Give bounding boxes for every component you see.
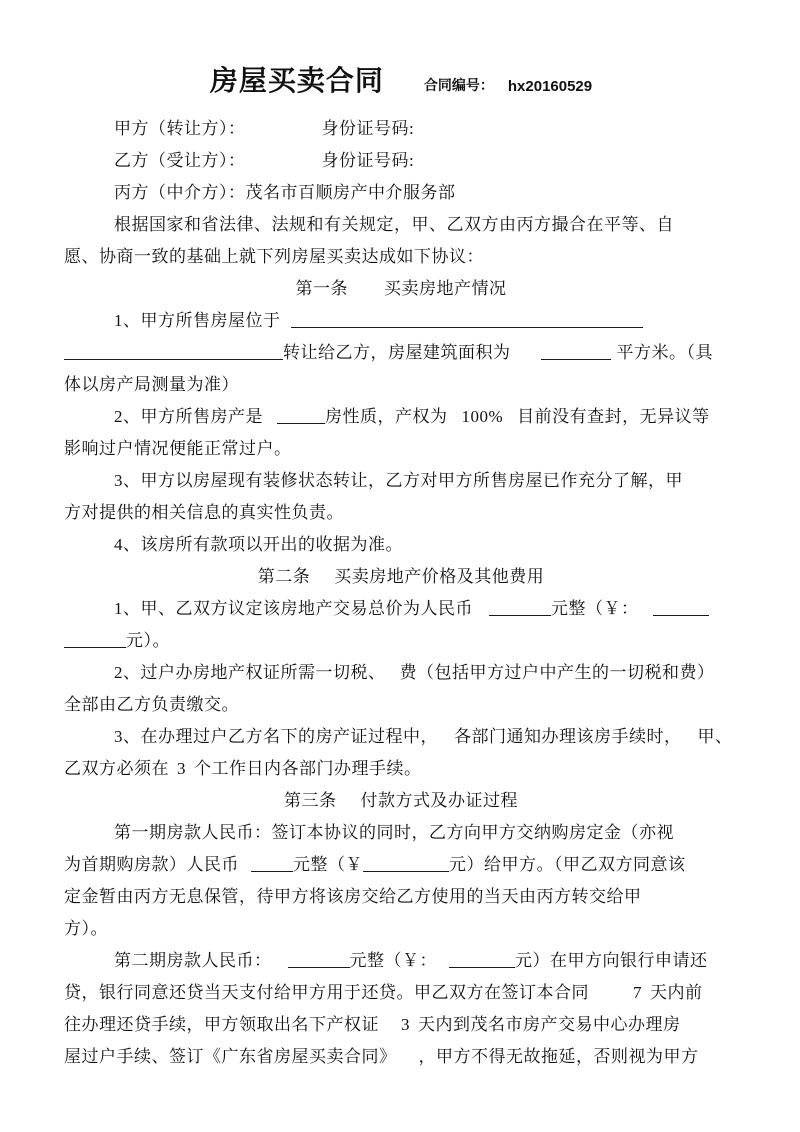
text-run: 影响过户情况便能正常过户。 xyxy=(64,439,292,458)
text-line xyxy=(64,1041,738,1073)
section-heading xyxy=(64,561,738,593)
spacer xyxy=(64,677,114,678)
spacer xyxy=(64,613,114,614)
document-title: 房屋买卖合同 xyxy=(209,66,384,97)
text-run: 天内到茂名市房产交易中心办理房 xyxy=(418,1015,681,1034)
section-heading xyxy=(64,785,738,817)
text-run: 身份证号码: xyxy=(321,151,415,170)
spacer xyxy=(448,421,462,422)
text-run: 甲方（转让方）： xyxy=(114,119,246,138)
text-run: 乙方（受让方）： xyxy=(114,151,246,170)
text-run: 2、甲方所售房产是 xyxy=(114,407,263,426)
text-run: 3 xyxy=(401,1015,410,1034)
section-heading xyxy=(64,273,738,305)
contract-number-label: 合同编号： xyxy=(423,79,494,94)
text-run: 元整（￥： xyxy=(349,951,437,970)
spacer xyxy=(310,581,334,582)
text-run: 房性质，产权为 xyxy=(325,407,448,426)
spacer xyxy=(348,293,384,294)
spacer xyxy=(186,773,194,774)
spacer xyxy=(503,421,517,422)
text-line xyxy=(64,945,738,977)
text-run: 贷，银行同意还贷当天支付给甲方用于还贷。甲乙双方在签订本合同 xyxy=(64,983,589,1002)
blank-underline xyxy=(541,341,611,360)
spacer xyxy=(386,677,400,678)
text-run: 3、甲方以房屋现有装修状态转让，乙方对甲方所售房屋已作充分了解，甲 xyxy=(114,471,683,490)
text-run: 买卖房地产情况 xyxy=(384,279,507,298)
text-run: 为首期购房款）人民币 xyxy=(64,855,239,874)
text-run: 丙方（中介方）：茂名市百顺房产中介服务部 xyxy=(114,183,456,202)
spacer xyxy=(589,997,633,998)
spacer xyxy=(239,869,251,870)
spacer xyxy=(397,1061,419,1062)
spacer xyxy=(64,549,114,550)
text-run: 元）。 xyxy=(126,631,170,650)
text-line xyxy=(64,337,738,369)
spacer xyxy=(511,357,541,358)
text-line xyxy=(64,209,738,241)
text-run: 目前没有查封，无异议等 xyxy=(517,407,710,426)
text-run: 屋过户手续、签订《广东省房屋买卖合同》 xyxy=(64,1047,397,1066)
spacer xyxy=(64,837,114,838)
text-run: 第二条 xyxy=(257,567,311,586)
text-run: 转让给乙方，房屋建筑面积为 xyxy=(283,343,511,362)
spacer xyxy=(64,485,114,486)
spacer xyxy=(64,197,114,198)
text-line xyxy=(64,241,738,273)
text-line xyxy=(64,433,738,465)
text-line xyxy=(64,625,738,657)
text-line xyxy=(64,913,738,945)
document-body xyxy=(64,113,738,1073)
spacer xyxy=(64,421,114,422)
blank-underline xyxy=(489,597,551,616)
blank-underline xyxy=(363,853,449,872)
spacer xyxy=(682,741,698,742)
blank-underline xyxy=(288,949,350,968)
spacer xyxy=(281,325,291,326)
text-run: 4、该房所有款项以开出的收据为准。 xyxy=(114,535,403,554)
text-run: 各部门通知办理该房手续时， xyxy=(454,727,682,746)
text-run: 全部由乙方负责缴交。 xyxy=(64,695,239,714)
text-run: 定金暂由丙方无息保管，待甲方将该房交给乙方使用的当天由丙方转交给甲 xyxy=(64,887,642,906)
text-line xyxy=(64,369,738,401)
contract-number-value: hx20160529 xyxy=(507,78,593,95)
text-run: 方）。 xyxy=(64,919,108,938)
text-run: 方对提供的相关信息的真实性负责。 xyxy=(64,503,344,522)
title-row xyxy=(64,62,738,102)
spacer xyxy=(272,965,288,966)
spacer xyxy=(438,741,454,742)
spacer xyxy=(246,165,322,166)
text-line xyxy=(64,465,738,497)
text-run: 第二期房款人民币： xyxy=(114,951,272,970)
text-run: 3、在办理过户乙方名下的房产证过程中， xyxy=(114,727,438,746)
spacer xyxy=(337,805,361,806)
text-line xyxy=(64,177,738,209)
spacer xyxy=(169,773,177,774)
text-run: 平方米。（具 xyxy=(616,343,713,362)
spacer xyxy=(642,997,650,998)
spacer xyxy=(64,325,114,326)
text-run: 体以房产局测量为准） xyxy=(64,375,239,394)
text-line xyxy=(64,721,738,753)
text-line xyxy=(64,305,738,337)
text-run: 个工作日内各部门办理手续。 xyxy=(194,759,422,778)
blank-underline xyxy=(64,629,126,648)
text-run: 元）给甲方。（甲乙双方同意该 xyxy=(449,855,686,874)
text-line xyxy=(64,113,738,145)
text-line xyxy=(64,529,738,561)
text-run: 7 xyxy=(633,983,642,1002)
spacer xyxy=(64,165,114,166)
blank-underline xyxy=(64,341,283,360)
text-run: 1、甲、乙双方议定该房地产交易总价为人民币 xyxy=(114,599,473,618)
document-content xyxy=(64,62,738,1073)
text-run: 100% xyxy=(461,407,504,426)
spacer xyxy=(379,1029,401,1030)
text-line xyxy=(64,753,738,785)
text-line xyxy=(64,817,738,849)
text-line xyxy=(64,657,738,689)
text-run: 费（包括甲方过户中产生的一切税和费） xyxy=(399,663,715,682)
text-run: 第一条 xyxy=(295,279,348,298)
text-run: 身份证号码: xyxy=(321,119,415,138)
spacer xyxy=(246,133,322,134)
text-run: 天内前 xyxy=(650,983,703,1002)
text-run: ，甲方不得无故拖延，否则视为甲方 xyxy=(418,1047,699,1066)
text-run: 愿、协商一致的基础上就下列房屋买卖达成如下协议： xyxy=(64,247,484,266)
text-run: 第三条 xyxy=(284,791,337,810)
text-line xyxy=(64,1009,738,1041)
spacer xyxy=(410,1029,418,1030)
spacer xyxy=(64,965,114,966)
text-line xyxy=(64,593,738,625)
text-run: 元整（￥： xyxy=(551,599,639,618)
spacer xyxy=(437,965,449,966)
blank-underline xyxy=(449,949,515,968)
text-run: 第一期房款人民币：签订本协议的同时，乙方向甲方交纳购房定金（亦视 xyxy=(114,823,674,842)
text-run: 2、过户办房地产权证所需一切税、 xyxy=(114,663,386,682)
text-line xyxy=(64,881,738,913)
text-run: 乙双方必须在 xyxy=(64,759,169,778)
spacer xyxy=(263,421,277,422)
spacer xyxy=(64,229,114,230)
text-run: 甲、 xyxy=(697,727,733,746)
text-line xyxy=(64,849,738,881)
text-line xyxy=(64,401,738,433)
spacer xyxy=(64,741,114,742)
spacer xyxy=(64,133,114,134)
text-run: 元）在甲方向银行申请还 xyxy=(515,951,708,970)
text-run: 买卖房地产价格及其他费用 xyxy=(334,567,545,586)
text-run: 付款方式及办证过程 xyxy=(360,791,518,810)
blank-underline xyxy=(277,405,325,424)
blank-underline xyxy=(251,853,293,872)
text-run: 3 xyxy=(177,759,186,778)
text-run: 根据国家和省法律、法规和有关规定，甲、乙双方由丙方撮合在平等、自 xyxy=(114,215,674,234)
text-run: 1、甲方所售房屋位于 xyxy=(114,311,281,330)
text-line xyxy=(64,977,738,1009)
blank-underline xyxy=(653,597,709,616)
spacer xyxy=(473,613,489,614)
text-line xyxy=(64,145,738,177)
text-line xyxy=(64,497,738,529)
spacer xyxy=(639,613,653,614)
blank-underline xyxy=(291,309,643,328)
text-run: 往办理还贷手续，甲方领取出名下产权证 xyxy=(64,1015,379,1034)
text-line xyxy=(64,689,738,721)
text-run: 元整（￥ xyxy=(293,855,363,874)
